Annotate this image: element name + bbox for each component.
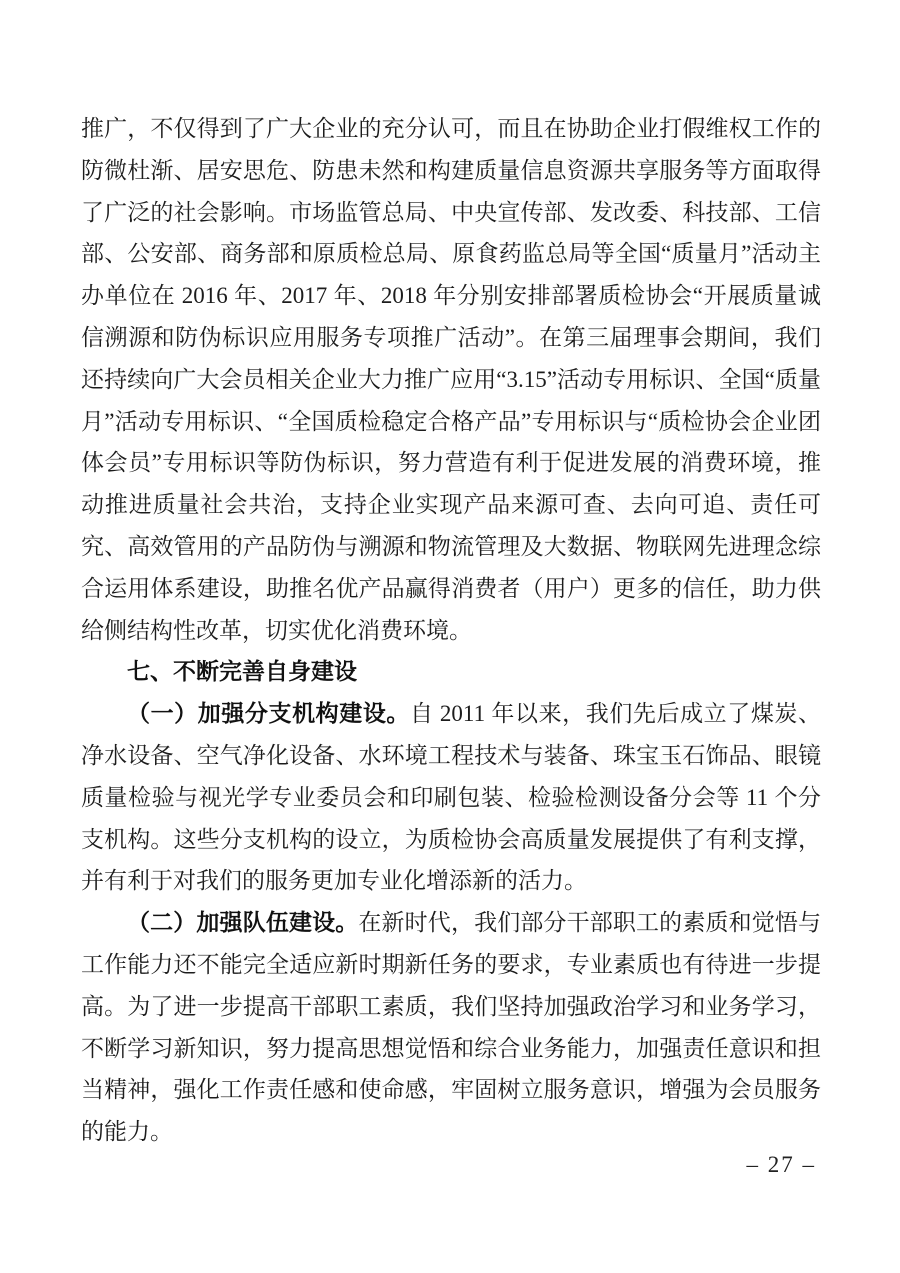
page-footer [747,1150,817,1180]
document-body [81,108,821,1153]
paragraph-continuation: 推广，不仅得到了广大企业的充分认可，而且在协助企业打假维权工作的防微杜渐、居安思危、防患未然和构建质量信息资源共享服务等方面取得了广泛的社会影响。市场监管总局、中央宣传部、发改委、科技部、工信部、公安部、商务部和原质检总局、原食药监总局等全国“质量月”活动主办单位在 2016 年、2017 年、2018 年分别安排部署质检协会“开展质量诚信溯源和防伪标识应用服务专项推广活动”。在第三届理事会期间，我们还持续向广大会员相关企业大力推广应用“3.15”活动专用标识、全国“质量月”活动专用标识、“全国质检稳定合格产品”专用标识与“质检协会企业团体会员”专用标识等防伪标识，努力营造有利于促进发展的消费环境，推动推进质量社会共治，支持企业实现产品来源可查、去向可追、责任可究、高效管用的产品防伪与溯源和物流管理及大数据、物联网先进理念综合运用体系建设，助推名优产品赢得消费者（用户）更多的信任，助力供给侧结构性改革，切实优化消费环境。 [81,116,821,643]
subsection-1-text: 自 2011 年以来，我们先后成立了煤炭、净水设备、空气净化设备、水环境工程技术与装备、珠宝玉石饰品、眼镜质量检验与视光学专业委员会和印刷包装、检验检测设备分会等 11 个分支机构。这些分支机构的设立，为质检协会高质量发展提供了有利支撑，并有利于对我们的服务更加专业化增添新的活力。 [81,701,822,894]
section-heading: 七、不断完善自身建设 [127,658,357,685]
page-number: – 27 – [746,1152,816,1177]
subsection-2-lead: （二）加强队伍建设。 [127,910,359,936]
subsection-2-text: 在新时代，我们部分干部职工的素质和觉悟与工作能力还不能完全适应新时期新任务的要求，专业素质也有待进一步提高。为了进一步提高干部职工素质，我们坚持加强政治学习和业务学习，不断学习新知识，努力提高思想觉悟和综合业务能力，加强责任意识和担当精神，强化工作责任感和使命感，牢固树立服务意识，增强为会员服务的能力。 [81,910,822,1145]
paragraph-subsection-2 [81,902,821,1153]
paragraph-subsection-1 [81,693,821,902]
subsection-1-lead: （一）加强分支机构建设。 [127,701,411,727]
